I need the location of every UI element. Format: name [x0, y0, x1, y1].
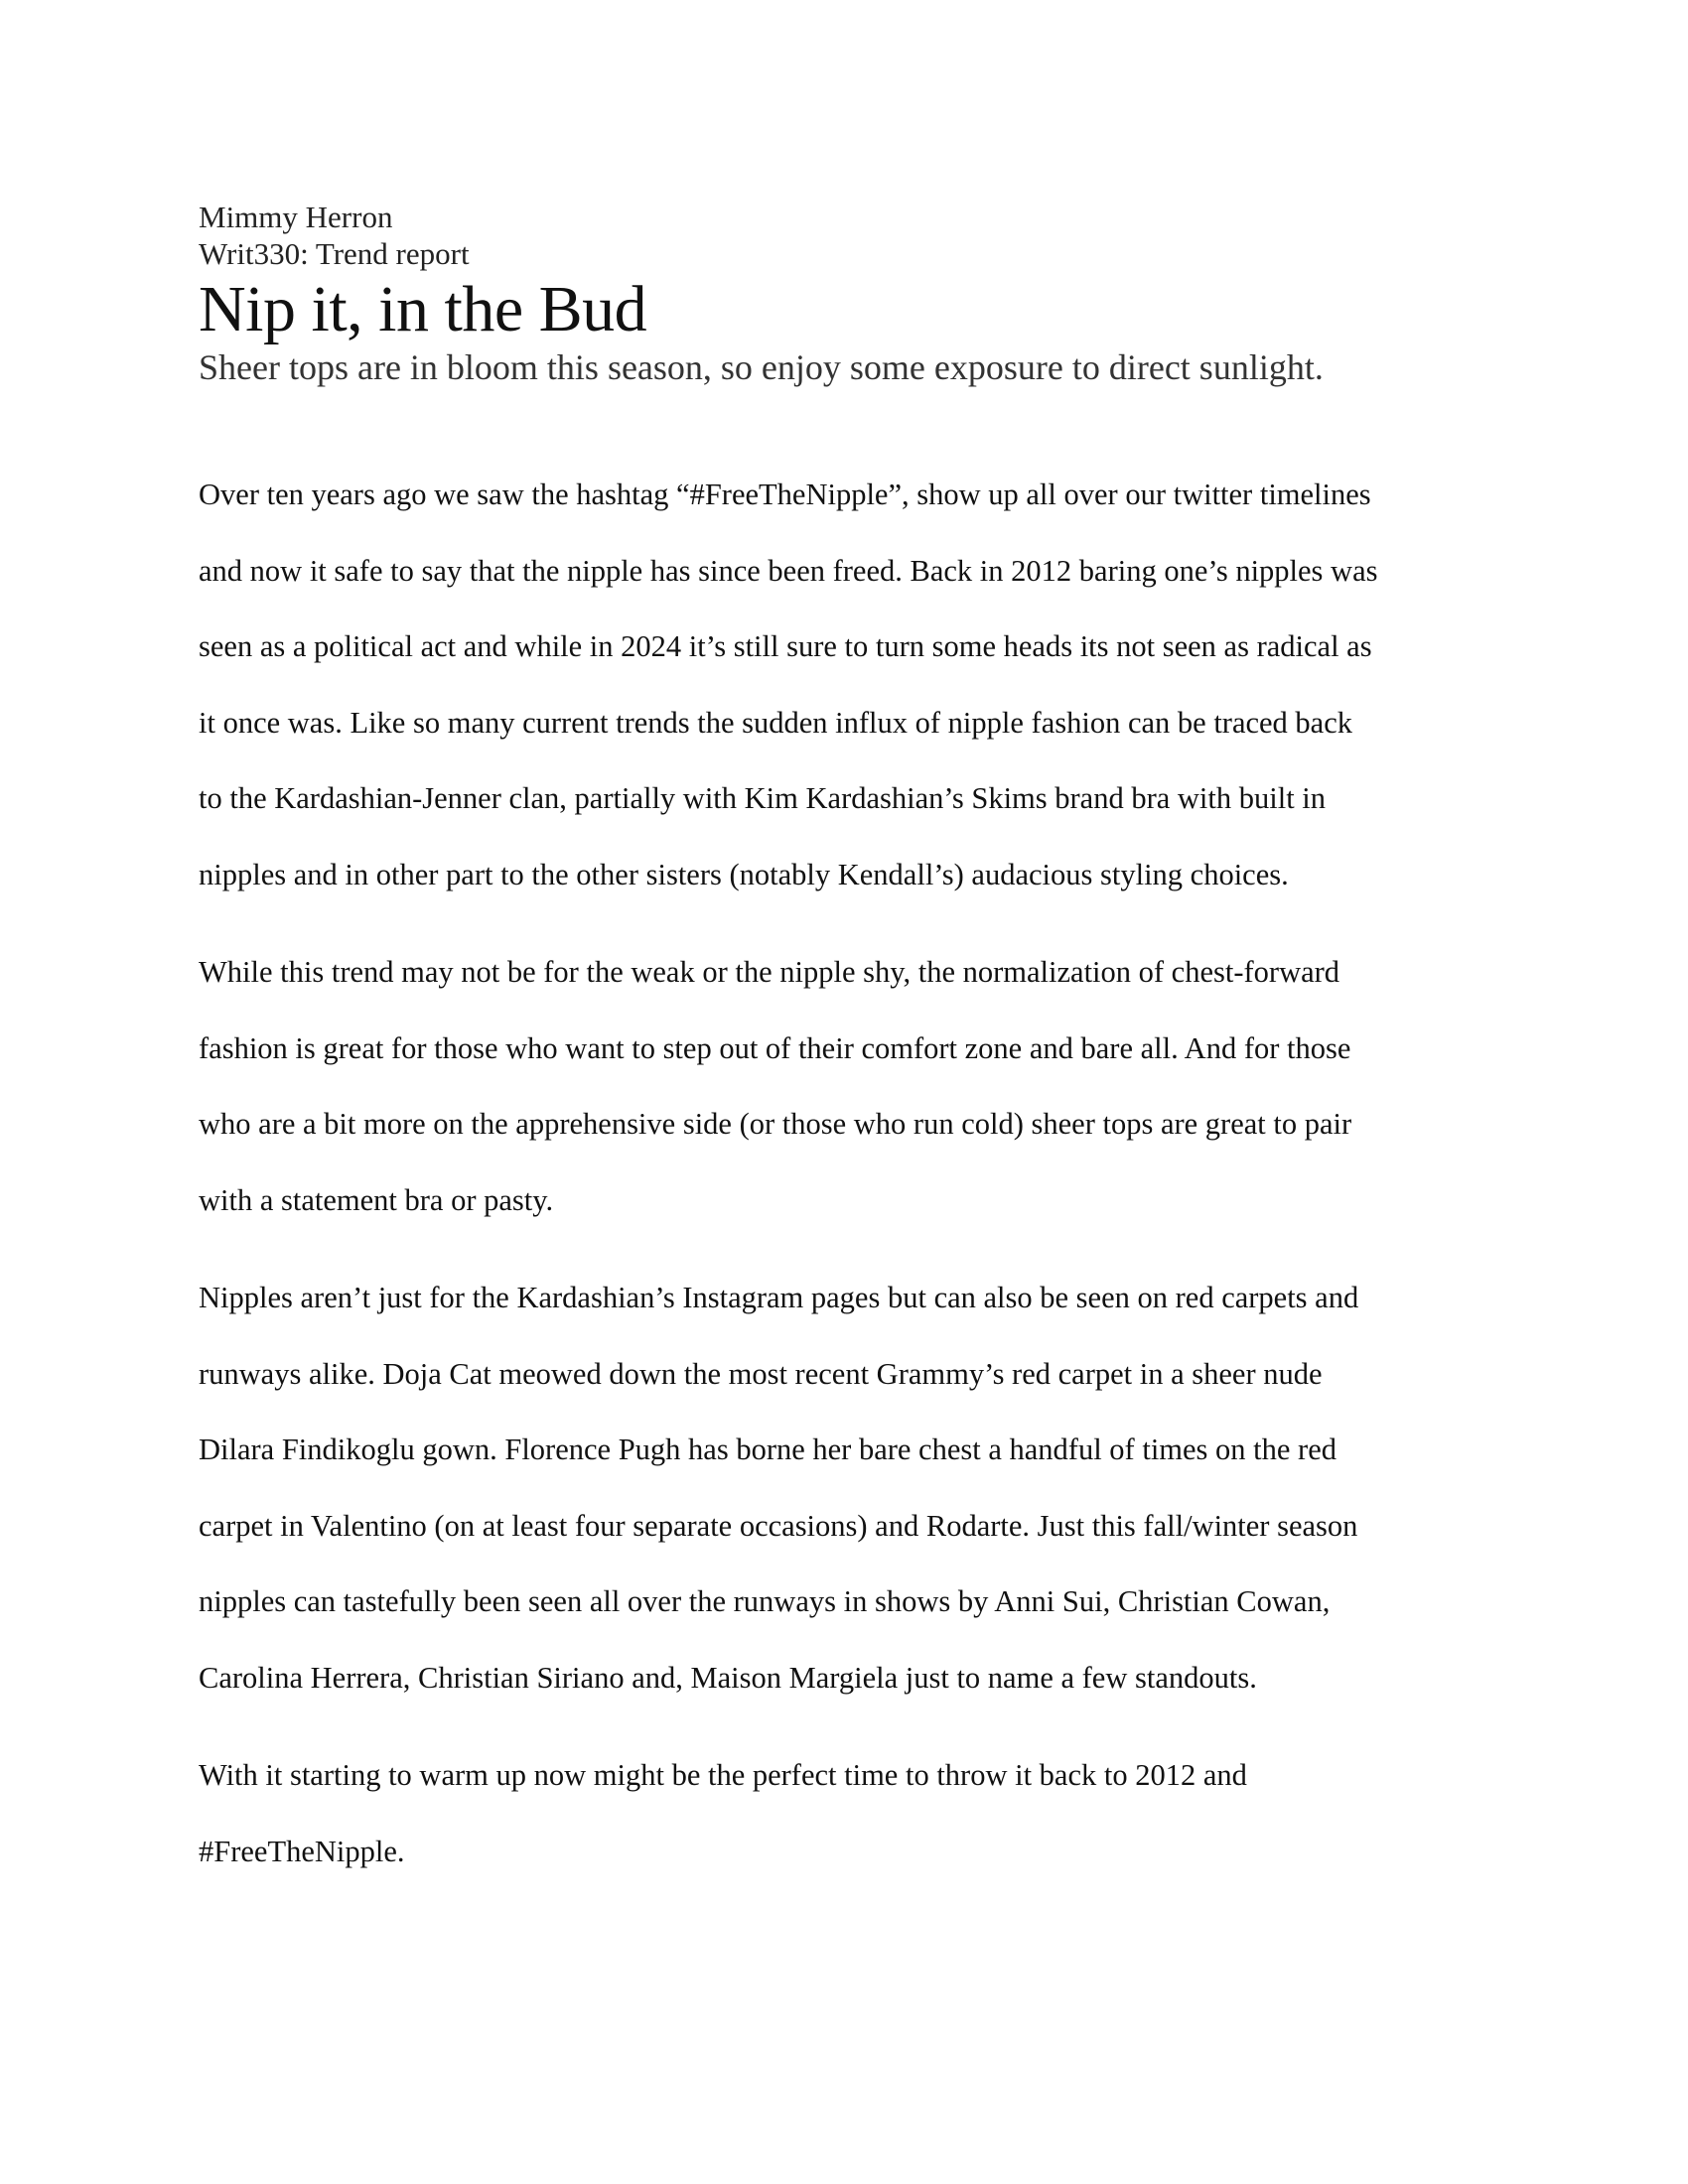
paragraph-4: [199, 1737, 1489, 1889]
paragraph-line: Over ten years ago we saw the hashtag “#FreeTheNipple”, show up all over our twitter timelines: [199, 478, 1371, 511]
paragraph-line: Nipples aren’t just for the Kardashian’s Instagram pages but can also be seen on red carpets and: [199, 1281, 1359, 1314]
paragraph-line: Dilara Findikoglu gown. Florence Pugh has borne her bare chest a handful of times on the red: [199, 1433, 1336, 1466]
paragraph-3: [199, 1260, 1489, 1715]
document-page: [199, 199, 1489, 1911]
paragraph-line: fashion is great for those who want to step out of their comfort zone and bare all. And for those: [199, 1030, 1351, 1065]
paragraph-1: [199, 457, 1489, 912]
author-name: Mimmy Herron: [199, 200, 393, 234]
paragraph-line: While this trend may not be for the weak or the nipple shy, the normalization of chest-forward: [199, 955, 1340, 989]
article-subtitle: Sheer tops are in bloom this season, so enjoy some exposure to direct sunlight.: [199, 347, 1324, 387]
paragraph-line: seen as a political act and while in 2024 it’s still sure to turn some heads its not seen as radical as: [199, 629, 1372, 663]
paragraph-line: runways alike. Doja Cat meowed down the most recent Grammy’s red carpet in a sheer nude: [199, 1356, 1323, 1391]
paragraph-line: it once was. Like so many current trends the sudden influx of nipple fashion can be traced back: [199, 705, 1353, 740]
article-title: Nip it, in the Bud: [199, 273, 647, 345]
article-body: [199, 457, 1489, 1889]
course-label: Writ330: Trend report: [199, 236, 470, 271]
paragraph-line: carpet in Valentino (on at least four separate occasions) and Rodarte. Just this fall/winter season: [199, 1508, 1358, 1543]
paragraph-line: With it starting to warm up now might be the perfect time to throw it back to 2012 and: [199, 1758, 1247, 1792]
paragraph-line: #FreeTheNipple.: [199, 1834, 405, 1868]
paragraph-line: to the Kardashian-Jenner clan, partially with Kim Kardashian’s Skims brand bra with built in: [199, 781, 1327, 815]
paragraph-2: [199, 934, 1489, 1238]
paragraph-line: nipples can tastefully been seen all over the runways in shows by Anni Sui, Christian Cowan,: [199, 1584, 1331, 1618]
paragraph-line: with a statement bra or pasty.: [199, 1182, 554, 1217]
paragraph-line: and now it safe to say that the nipple has since been freed. Back in 2012 baring one’s nipples was: [199, 553, 1378, 588]
paragraph-line: nipples and in other part to the other sisters (notably Kendall’s) audacious styling choices.: [199, 857, 1289, 891]
paragraph-line: who are a bit more on the apprehensive side (or those who run cold) sheer tops are great to pair: [199, 1107, 1352, 1141]
paragraph-line: Carolina Herrera, Christian Siriano and, Maison Margiela just to name a few standouts.: [199, 1660, 1257, 1695]
